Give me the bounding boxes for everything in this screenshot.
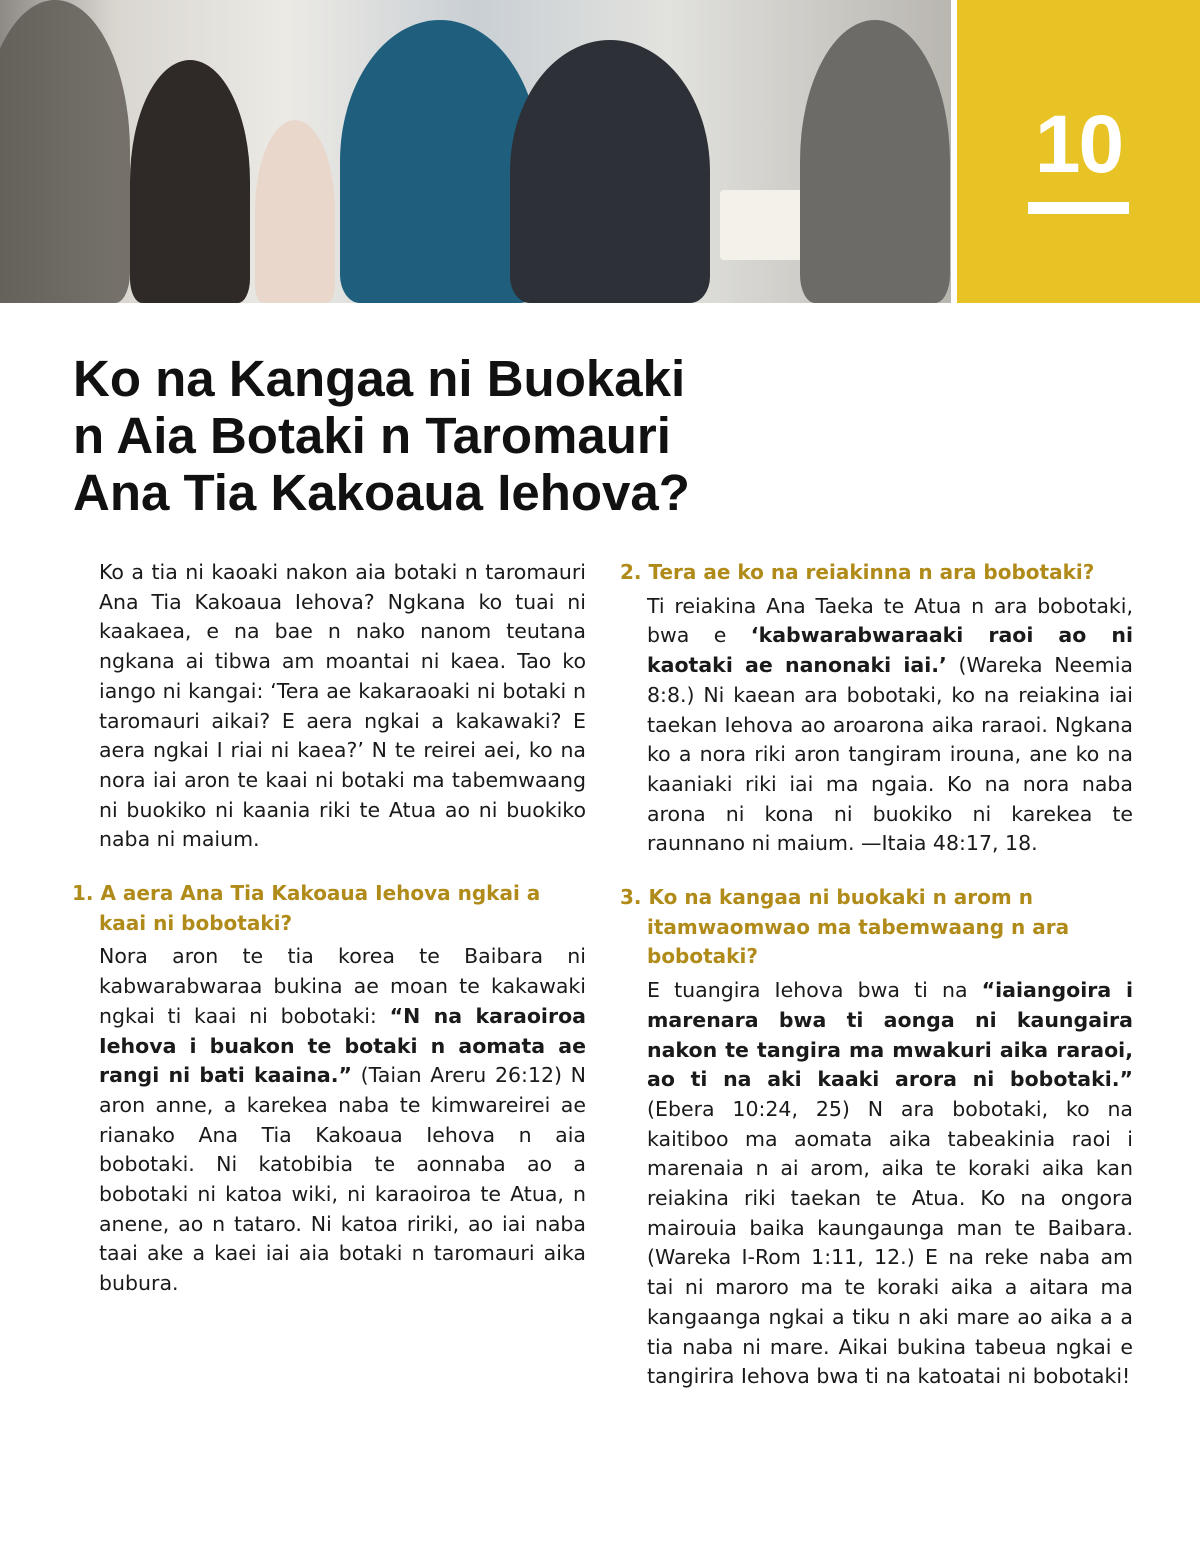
right-column bbox=[620, 558, 1133, 1392]
question-2-heading: 2. Tera ae ko na reiakinna n ara bobotaki? bbox=[620, 560, 1095, 584]
left-column bbox=[72, 558, 586, 1299]
lesson-number-underline bbox=[1028, 202, 1129, 214]
page-title: Ko na Kangaa ni Buokaki n Aia Botaki n Taromauri Ana Tia Kakoaua Iehova? bbox=[73, 350, 690, 521]
question-3-answer bbox=[647, 976, 1133, 1392]
body-text: Ti reiakina Ana Taeka te Atua n ara bobotaki, bwa e bbox=[647, 593, 1133, 648]
intro-paragraph bbox=[99, 558, 586, 855]
question-3-heading: 3. Ko na kangaa ni buokaki n arom n itamwaomwao ma tabemwaang n ara bobotaki? bbox=[620, 885, 1070, 969]
question-2-answer bbox=[647, 592, 1133, 859]
body-text: (Ebera 10:24, 25) N ara bobotaki, ko na kaitiboo ma aomata aika tabeakinia raoi i marenaia n ai arom, aika te koraki aika kan reiakina riki taekan te Atua. Ko na ongora mairouia baika kaungaunga man te Baibara. (Wareka I-Rom 1:11, 12.) E na reke naba am tai ni maroro ma te koraki aika a aitara ma kangaanga ngkai a tiku n aki mare ao aika a a tia naba ni mare. Aikai bukina tabeua ngkai e tangirira Iehova bwa ti na katoatai ni bobotaki! bbox=[647, 1096, 1133, 1389]
body-text: E tuangira Iehova bwa ti na bbox=[647, 978, 982, 1003]
body-text: Ko a tia ni kaoaki nakon aia botaki n taromauri Ana Tia Kakoaua Iehova? Ngkana ko tuai ni kaakaea, e na bae n nako nanom teutana ngkana ai tibwa am moantai ni kaea. Tao ko iango ni kangai: ‘Tera ae kakaraoaki ni botaki n taromauri aikai? E aera ngkai a kakawaki? E aera ngkai I riai ni kaea?’ N te reirei aei, ko na nora iai aron te kaai ni botaki ma tabemwaang ni buokiko ni kaania riki te Atua ao ni buokiko naba ni maium. bbox=[99, 560, 586, 852]
bold-quote-text: “N na karaoiroa Iehova i buakon te botaki n aomata ae rangi ni bati kaaina.” bbox=[99, 1003, 586, 1088]
bold-quote-text: “iaiangoira i marenara bwa ti aonga ni kaungaira nakon te tangira ma mwakuri aika raraoi, ao ti na aki kaaki arora ni bobotaki.” bbox=[647, 978, 1133, 1092]
bold-quote-text: ‘kabwarabwaraaki raoi ao ni kaotaki ae nanonaki iai.’ bbox=[647, 623, 1133, 678]
question-1-heading: 1. A aera Ana Tia Kakoaua Iehova ngkai a kaai ni bobotaki? bbox=[72, 881, 541, 935]
lesson-number: 10 bbox=[1034, 99, 1123, 190]
body-text: Nora aron te tia korea te Baibara ni kabwarabwaraa bukina ae moan te kakawaki ngkai ti kaai ni bobotaki: bbox=[99, 944, 586, 1028]
congregation-meeting-photo bbox=[0, 0, 951, 303]
question-1-answer bbox=[99, 942, 586, 1298]
lesson-number-badge bbox=[957, 0, 1200, 303]
body-text: (Wareka Neemia 8:8.) Ni kaean ara bobotaki, ko na reiakina iai taekan Iehova ao aroarona aika raraoi. Ngkana ko a nora riki aron tangiram irouna, ane ko na kaaniaki riki iai ma ngaia. Ko na nora naba arona ni kona ni buokiko ni karekea te raunnano ni maium. —Itaia 48:17, 18. bbox=[647, 653, 1133, 856]
body-text: (Taian Areru 26:12) N aron anne, a karekea naba te kimwareirei ae rianako Ana Tia Kakoaua Iehova n aia bobotaki. Ni katobibia te aonnaba ao a bobotaki ni katoa wiki, ni karaoiroa te Atua, n anene, ao n tataro. Ni katoa ririki, ao iai naba taai ake a kaei iai aia botaki n taromauri aika bubura. bbox=[99, 1063, 587, 1296]
